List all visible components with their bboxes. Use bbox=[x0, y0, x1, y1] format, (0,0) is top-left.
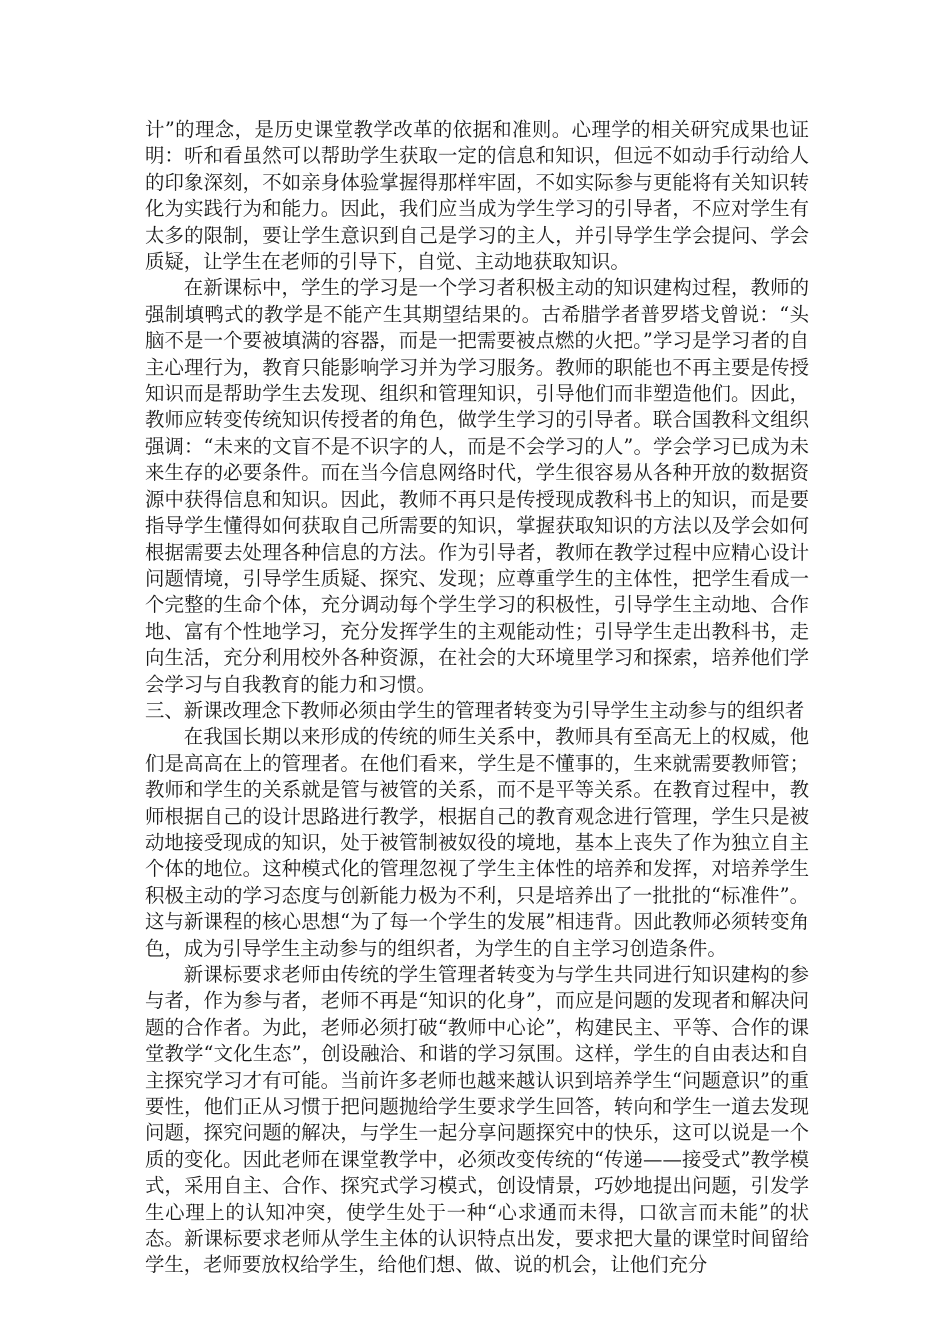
paragraph-student-learning: 在新课标中，学生的学习是一个学习者积极主动的知识建构过程，教师的强制填鸭式的教学是不能产生其期望结果的。古希腊学者普罗塔戈曾说：“头脑不是一个要被填满的容器，而是一把需要被点燃的火把。”学习是学习者的自主心理行为，教育只能影响学习并为学习服务。教师的职能也不再主要是传授知识而是帮助学生去发现、组织和管理知识，引导他们而非塑造他们。因此，教师应转变传统知识传授者的角色，做学生学习的引导者。联合国教科文组织强调：“未来的文盲不是不识字的人，而是不会学习的人”。学会学习已成为未来生存的必要条件。而在当今信息网络时代，学生很容易从各种开放的数据资源中获得信息和知识。因此，教师不再只是传授现成教科书上的知识，而是要指导学生懂得如何获取自己所需要的知识，掌握获取知识的方法以及学会如何根据需要去处理各种信息的方法。作为引导者，教师在教学过程中应精心设计问题情境，引导学生质疑、探究、发现；应尊重学生的主体性，把学生看成一个完整的生命个体，充分调动每个学生学习的积极性，引导学生主动地、合作地、富有个性地学习，充分发挥学生的主观能动性；引导学生走出教科书，走向生活，充分利用校外各种资源，在社会的大环境里学习和探索，培养他们学会学习与自我教育的能力和习惯。 bbox=[145, 276, 809, 696]
document-body bbox=[145, 117, 809, 1279]
paragraph-continued: 计”的理念，是历史课堂教学改革的依据和准则。心理学的相关研究成果也证明：听和看虽然可以帮助学生获取一定的信息和知识，但远不如动手行动给人的印象深刻，不如亲身体验掌握得那样牢固，不如实际参与更能将有关知识转化为实践行为和能力。因此，我们应当成为学生学习的引导者，不应对学生有太多的限制，要让学生意识到自己是学习的主人，并引导学生学会提问、学会质疑，让学生在老师的引导下，自觉、主动地获取知识。 bbox=[145, 118, 809, 274]
section-heading-3: 三、新课改理念下教师必须由学生的管理者转变为引导学生主动参与的组织者 bbox=[145, 698, 805, 722]
paragraph-teacher-student-relation: 在我国长期以来形成的传统的师生关系中，教师具有至高无上的权威，他们是高高在上的管理者。在他们看来，学生是不懂事的，生来就需要教师管；教师和学生的关系就是管与被管的关系，而不是平等关系。在教育过程中，教师根据自己的设计思路进行教学，根据自己的教育观念进行管理，学生只是被动地接受现成的知识，处于被管制被奴役的境地，基本上丧失了作为独立自主个体的地位。这种模式化的管理忽视了学生主体性的培养和发挥，对培养学生积极主动的学习态度与创新能力极为不利，只是培养出了一批批的“标准件”。这与新课程的核心思想“为了每一个学生的发展”相违背。因此教师必须转变角色，成为引导学生主动参与的组织者，为学生的自主学习创造条件。 bbox=[145, 725, 809, 960]
paragraph-teacher-participant: 新课标要求老师由传统的学生管理者转变为与学生共同进行知识建构的参与者，作为参与者，老师不再是“知识的化身”，而应是问题的发现者和解决问题的合作者。为此，老师必须打破“教师中心论”，构建民主、平等、合作的课堂教学“文化生态”，创设融洽、和谐的学习氛围。这样，学生的自由表达和自主探究学习才有可能。当前许多老师也越来越认识到培养学生“问题意识”的重要性，他们正从习惯于把问题抛给学生要求学生回答，转向和学生一道去发现问题，探究问题的解决，与学生一起分享问题探究中的快乐，这可以说是一个质的变化。因此老师在课堂教学中，必须改变传统的“传递——接受式”教学模式，采用自主、合作、探究式学习模式，创设情景，巧妙地提出问题，引发学生心理上的认知冲突，使学生处于一种“心求通而未得，口欲言而未能”的状态。新课标要求老师从学生主体的认识特点出发，要求把大量的课堂时间留给学生，老师要放权给学生，给他们想、做、说的机会，让他们充分 bbox=[145, 963, 809, 1277]
